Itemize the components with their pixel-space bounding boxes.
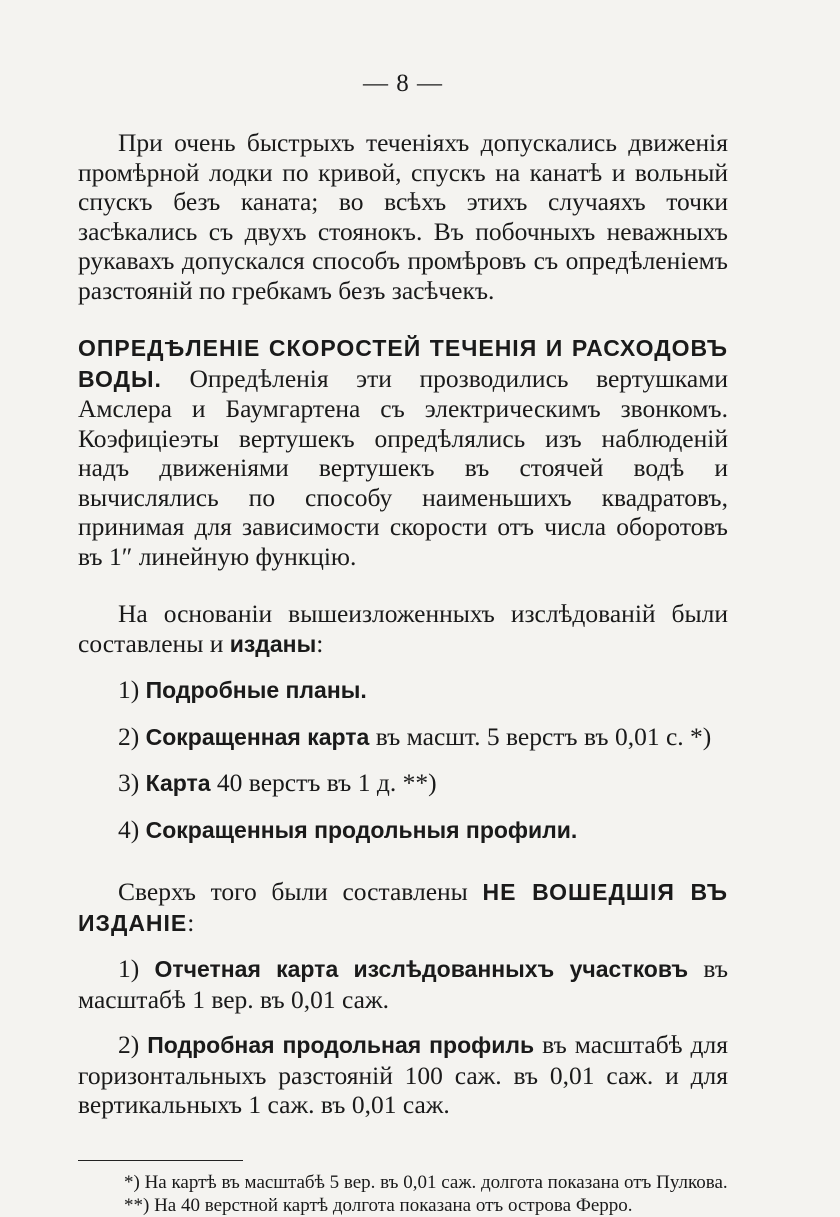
footnote-divider bbox=[78, 1160, 243, 1161]
list-item: 2) Подробная продольная профиль въ масштабѣ для горизонтальныхъ разстояній 100 саж. въ 0,01 саж. и для вертикальныхъ 1 саж. въ 0,01 саж. bbox=[78, 1030, 728, 1119]
document-page bbox=[78, 70, 728, 1217]
paragraph-velocity-section bbox=[78, 333, 728, 571]
footnote-2: **) На 40 верстной картѣ долгота показана отъ острова Ферро. bbox=[124, 1194, 633, 1216]
paragraph-unpublished-intro: Сверхъ того были составлены НЕ ВОШЕДШІЯ ВЪ ИЗДАНІЕ: bbox=[78, 877, 728, 937]
paragraph-measurements: При очень быстрыхъ теченіяхъ допускались движенія промѣрной лодки по кривой, спускъ на канатѣ и вольный спускъ безъ каната; во всѣхъ этихъ случаяхъ точки засѣкались съ двухъ стоянокъ. Въ побочныхъ неважныхъ рукавахъ допускался способъ промѣровъ съ опредѣленіемъ разстояній по гребкамъ безъ засѣчекъ. bbox=[78, 128, 728, 305]
paragraph-published-intro: На основаніи вышеизложенныхъ изслѣдованій были составлены и изданы: bbox=[78, 599, 728, 658]
published-list bbox=[78, 675, 728, 845]
section-text-velocity: Опредѣленія эти прозводились вертушками Амслера и Баумгартена съ электрическимъ звонкомъ. Коэфиціеэты вертушекъ опредѣлялись изъ наблюденій надъ движеніями вертушекъ въ стоячей водѣ и вычислялись по способу наименьшихъ квадратовъ, принимая для зависимости скорости отъ числа оборотовъ въ 1″ линейную функцію. bbox=[78, 363, 728, 571]
list-item: 1) Подробные планы. bbox=[118, 675, 367, 704]
list-item: 3) Карта 40 верстъ въ 1 д. **) bbox=[118, 768, 437, 797]
section-heading-velocity: ОПРЕДѢЛЕНІЕ СКОРОСТЕЙ ТЕЧЕНІЯ И РАСХОДОВЪ ВОДЫ. bbox=[78, 335, 728, 392]
footnote-1: *) На картѣ въ масштабѣ 5 вер. въ 0,01 саж. долгота показана отъ Пулкова. bbox=[124, 1171, 728, 1193]
page-number: — 8 — bbox=[363, 70, 443, 97]
list-item: 4) Сокращенныя продольныя профили. bbox=[118, 814, 578, 844]
list-item: 1) Отчетная карта изслѣдованныхъ участковъ въ масштабѣ 1 вер. въ 0,01 саж. bbox=[78, 954, 729, 1014]
list-item: 2) Сокращенная карта въ масшт. 5 верстъ въ 0,01 с. *) bbox=[118, 721, 712, 751]
